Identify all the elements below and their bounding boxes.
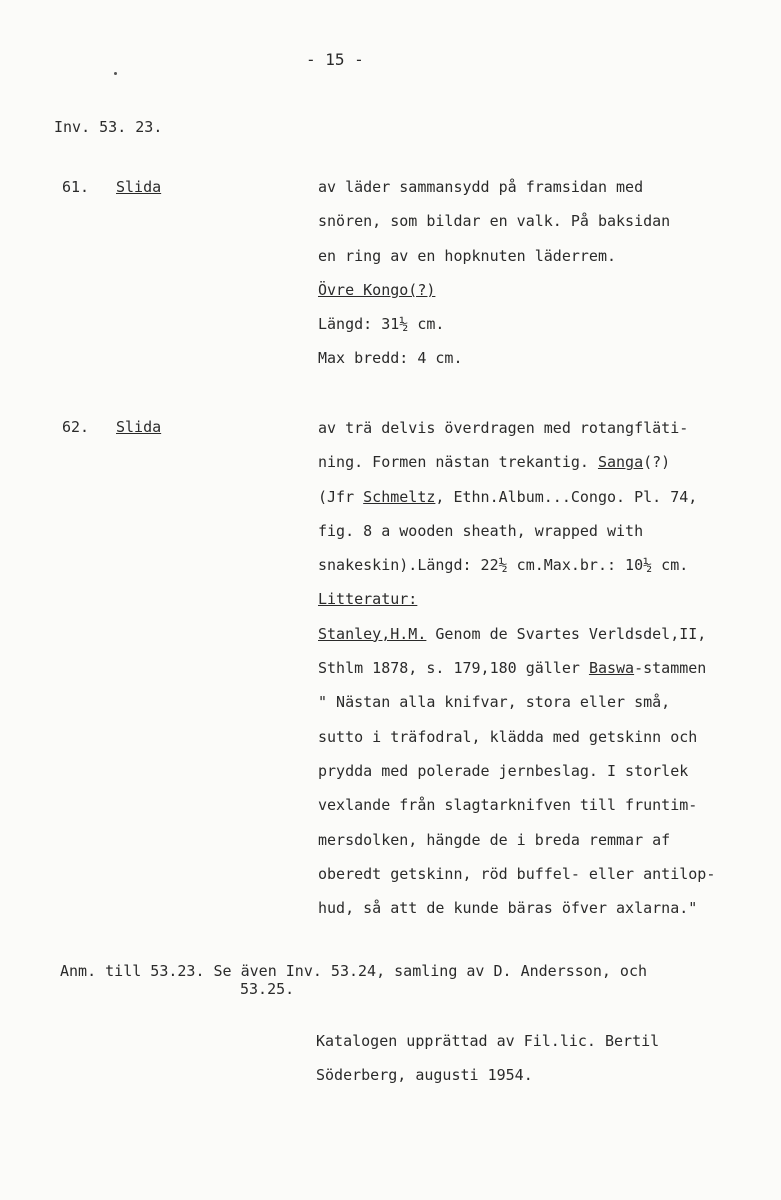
text-segment: Sthlm 1878, s. 179,180 gäller	[318, 659, 589, 678]
text-segment: Längd: 31½ cm.	[318, 315, 445, 334]
signature-line-2: Söderberg, augusti 1954.	[316, 1066, 533, 1084]
text-segment: prydda med polerade jernbeslag. I storlek	[318, 761, 689, 780]
text-segment: ning. Formen nästan trekantig.	[318, 453, 598, 472]
description-line	[318, 651, 778, 685]
page-number: - 15 -	[306, 50, 364, 69]
text-segment: -stammen	[634, 659, 707, 678]
underlined-text: Litteratur:	[318, 590, 418, 609]
text-segment: snören, som bildar en valk. På baksidan	[318, 212, 671, 231]
entry-61-description	[318, 170, 778, 376]
entry-61-number: 61.	[62, 178, 90, 196]
text-segment: Max bredd: 4 cm.	[318, 349, 463, 368]
description-line	[318, 170, 778, 204]
text-segment: , Ethn.Album...Congo. Pl. 74,	[435, 487, 698, 506]
entry-62-number: 62.	[62, 418, 90, 436]
text-segment: hud, så att de kunde bäras öfver axlarna."	[318, 899, 698, 918]
text-segment: (?)	[643, 453, 671, 472]
description-line	[318, 685, 778, 719]
description-line	[318, 788, 778, 822]
text-segment: oberedt getskinn, röd buffel- eller antilop-	[318, 864, 716, 883]
description-line	[318, 823, 778, 857]
description-line	[318, 411, 778, 445]
inventory-number: Inv. 53. 23.	[54, 118, 163, 136]
signature-line-1: Katalogen upprättad av Fil.lic. Bertil	[316, 1032, 660, 1050]
text-segment: mersdolken, hängde de i breda remmar af	[318, 830, 671, 849]
description-line	[318, 204, 778, 238]
annotation-line-2: 53.25.	[240, 980, 295, 998]
catalogue-signature	[316, 1024, 659, 1092]
description-line	[318, 273, 778, 307]
text-segment: sutto i träfodral, klädda med getskinn och	[318, 727, 698, 746]
description-line	[318, 720, 778, 754]
text-segment: snakeskin).Längd: 22½ cm.Max.br.: 10½ cm.	[318, 556, 689, 575]
entry-62-description	[318, 411, 778, 925]
description-line	[318, 582, 778, 616]
description-line	[318, 307, 778, 341]
description-line	[318, 548, 778, 582]
text-segment: fig. 8 a wooden sheath, wrapped with	[318, 521, 644, 540]
text-segment: av läder sammansydd på framsidan med	[318, 178, 644, 196]
description-line	[318, 480, 778, 514]
underlined-text: Övre Kongo(?)	[318, 280, 436, 299]
description-line	[318, 341, 778, 375]
description-line	[318, 514, 778, 548]
entry-61-name: Slida	[116, 178, 162, 196]
underlined-text: Schmeltz	[363, 487, 436, 506]
text-segment: en ring av en hopknuten läderrem.	[318, 246, 617, 265]
description-line	[318, 239, 778, 273]
description-line	[318, 891, 778, 925]
underlined-text: Sanga	[597, 453, 644, 472]
annotation-line-1: Anm. till 53.23. Se även Inv. 53.24, samling av D. Andersson, och	[60, 962, 647, 980]
text-segment: " Nästan alla knifvar, stora eller små,	[318, 693, 671, 712]
text-segment: vexlande från slagtarknifven till fruntim-	[318, 796, 698, 815]
paper-speck	[114, 72, 117, 75]
text-segment: Genom de Svartes Verldsdel,II,	[426, 624, 707, 643]
underlined-text: Baswa	[588, 659, 635, 678]
description-line	[318, 445, 778, 479]
description-line	[318, 857, 778, 891]
underlined-text: Stanley,H.M.	[318, 624, 427, 643]
entry-62-name: Slida	[116, 418, 162, 436]
description-line	[318, 754, 778, 788]
description-line	[318, 617, 778, 651]
text-segment: av trä delvis överdragen med rotangfläti-	[318, 419, 689, 437]
text-segment: (Jfr	[318, 487, 364, 506]
